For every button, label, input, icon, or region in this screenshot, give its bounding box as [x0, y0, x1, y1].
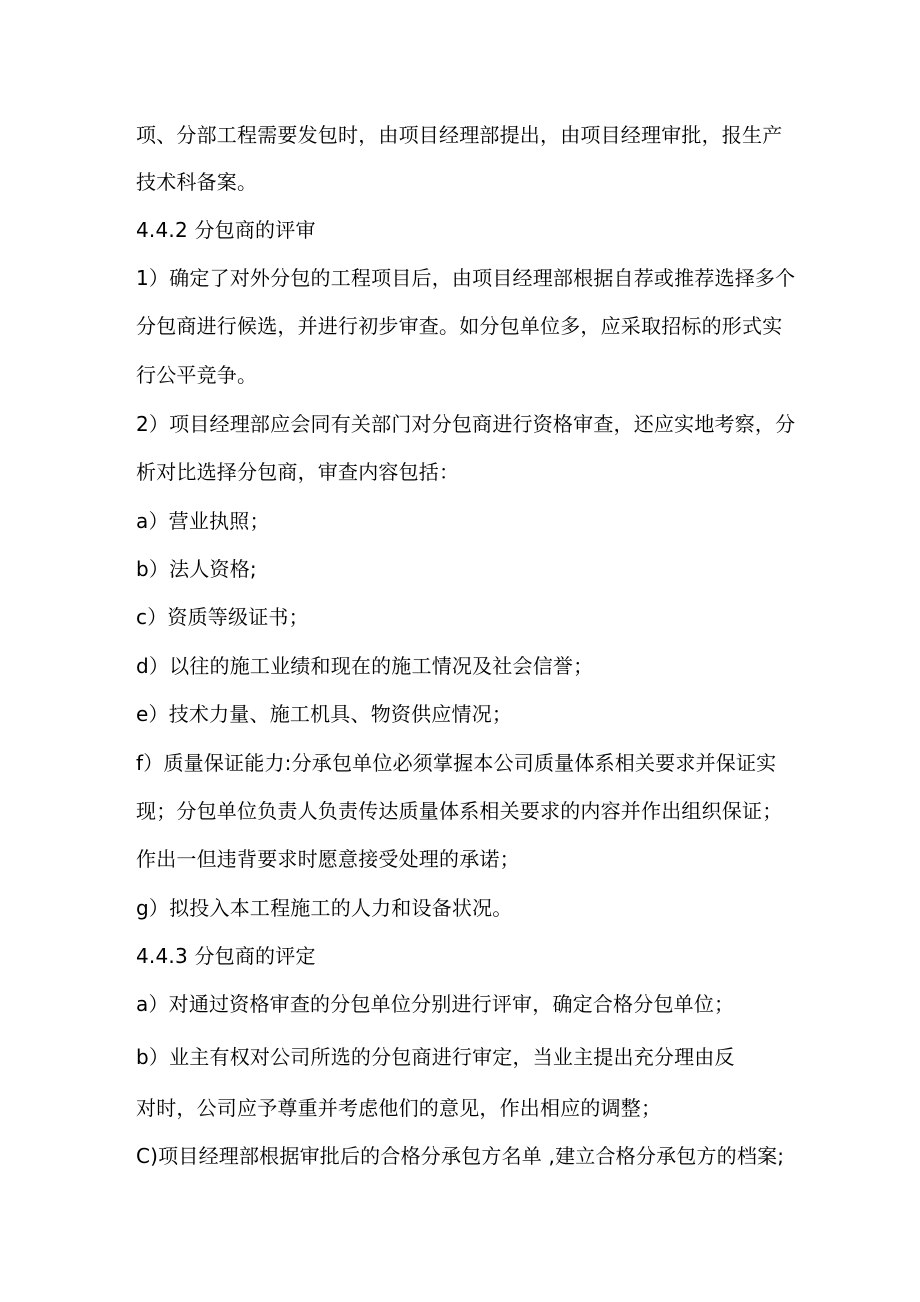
- list-item: g）拟投入本工程施工的人力和设备状况。: [136, 896, 513, 920]
- list-item: f）质量保证能力:分承包单位必须掌握本公司质量体系相关要求并保证实: [136, 751, 777, 775]
- paragraph-line: 技术科备案。: [136, 170, 258, 194]
- list-item: a）对通过资格审查的分包单位分别进行评审，确定合格分包单位；: [136, 992, 735, 1016]
- list-item: C)项目经理部根据审批后的合格分承包方名单 ,建立合格分承包方的档案;: [136, 1144, 785, 1168]
- paragraph-line: 对时，公司应予尊重并考虑他们的意见，作出相应的调整；: [136, 1096, 662, 1120]
- list-item: b）业主有权对公司所选的分包商进行审定，当业主提出充分理由反: [136, 1045, 735, 1069]
- list-item: a）营业执照；: [136, 509, 270, 533]
- paragraph-line: 作出一但违背要求时愿意接受处理的承诺；: [136, 847, 520, 871]
- paragraph-line: 行公平竞争。: [136, 363, 258, 387]
- list-item: d）以往的施工业绩和现在的施工情况及社会信誉；: [136, 654, 594, 678]
- paragraph-line: 现；分包单位负责人负责传达质量体系相关要求的内容并作出组织保证；: [136, 799, 783, 823]
- list-item: b）法人资格;: [136, 557, 257, 581]
- list-item: c）资质等级证书；: [136, 605, 309, 629]
- section-heading: 4.4.3 分包商的评定: [136, 944, 316, 968]
- paragraph-line: 分包商进行候选，并进行初步审查。如分包单位多，应采取招标的形式实: [136, 314, 783, 338]
- paragraph-line: 1）确定了对外分包的工程项目后，由项目经理部根据自荐或推荐选择多个: [136, 266, 796, 290]
- paragraph-line: 2）项目经理部应会同有关部门对分包商进行资格审查，还应实地考察，分: [136, 412, 796, 436]
- section-heading: 4.4.2 分包商的评审: [136, 218, 316, 242]
- paragraph-line: 项、分部工程需要发包时，由项目经理部提出，由项目经理审批，报生产: [136, 123, 783, 147]
- list-item: e）技术力量、施工机具、物资供应情况；: [136, 702, 513, 726]
- paragraph-line: 析对比选择分包商，审查内容包括：: [136, 460, 460, 484]
